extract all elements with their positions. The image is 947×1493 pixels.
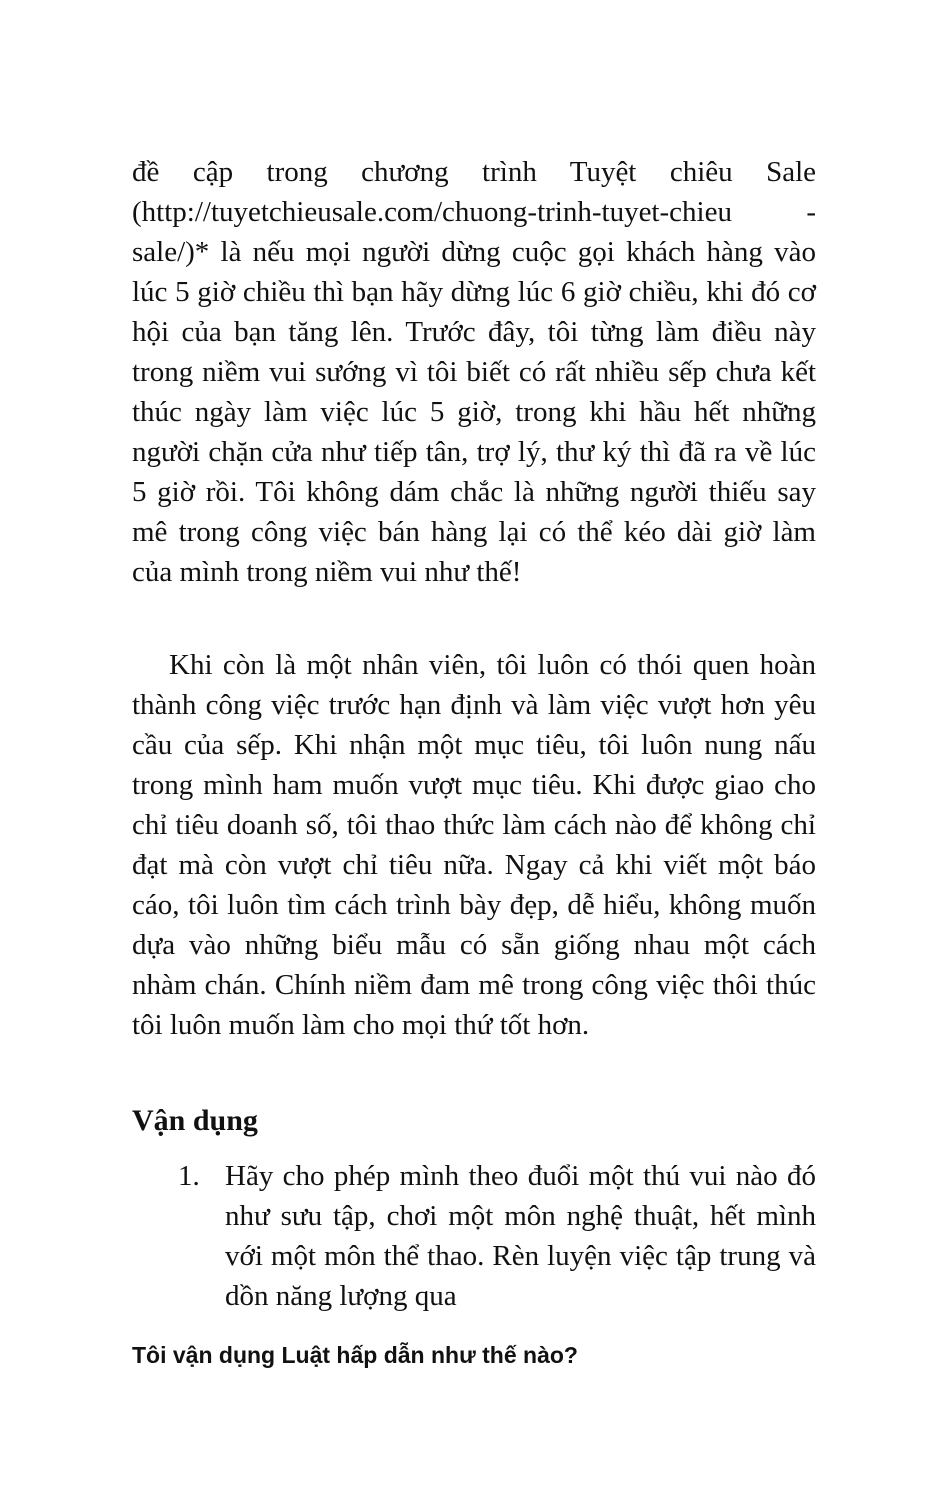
list-item — [132, 1156, 816, 1316]
list-item-number: 1. — [178, 1160, 200, 1192]
paragraph-continued: đề cập trong chương trình Tuyệt chiêu Sale (http://tuyetchieusale.com/chuong-trinh-tuyet-chieu -sale/)* là nếu mọi người dừng cuộc gọi khách hàng vào lúc 5 giờ chiều thì bạn hãy dừng lúc 6 giờ chiều, khi đó cơ hội của bạn tăng lên. Trước đây, tôi từng làm điều này trong niềm vui sướng vì tôi biết có rất nhiều sếp chưa kết thúc ngày làm việc lúc 5 giờ, trong khi hầu hết những người chặn cửa như tiếp tân, trợ lý, thư ký thì đã ra về lúc 5 giờ rồi. Tôi không dám chắc là những người thiếu say mê trong công việc bán hàng lại có thể kéo dài giờ làm của mình trong niềm vui như thế! — [132, 156, 816, 588]
list-item-text: Hãy cho phép mình theo đuổi một thú vui nào đó như sưu tập, chơi một môn nghệ thuật, hết mình với một môn thể thao. Rèn luyện việc tập trung và dồn năng lượng qua — [225, 1160, 816, 1312]
running-footer-title: Tôi vận dụng Luật hấp dẫn như thế nào? — [132, 1342, 578, 1368]
paragraph-employee-habits: Khi còn là một nhân viên, tôi luôn có thói quen hoàn thành công việc trước hạn định và làm việc vượt hơn yêu cầu của sếp. Khi nhận một mục tiêu, tôi luôn nung nấu trong mình ham muốn vượt mục tiêu. Khi được giao cho chỉ tiêu doanh số, tôi thao thức làm cách nào để không chỉ đạt mà còn vượt chỉ tiêu nữa. Ngay cả khi viết một báo cáo, tôi luôn tìm cách trình bày đẹp, dễ hiểu, không muốn dựa vào những biểu mẫu có sẵn giống nhau một cách nhàm chán. Chính niềm đam mê trong công việc thôi thúc tôi luôn muốn làm cho mọi thứ tốt hơn. — [132, 649, 816, 1041]
application-list — [132, 1156, 816, 1316]
section-heading-van-dung: Vận dụng — [132, 1104, 258, 1137]
